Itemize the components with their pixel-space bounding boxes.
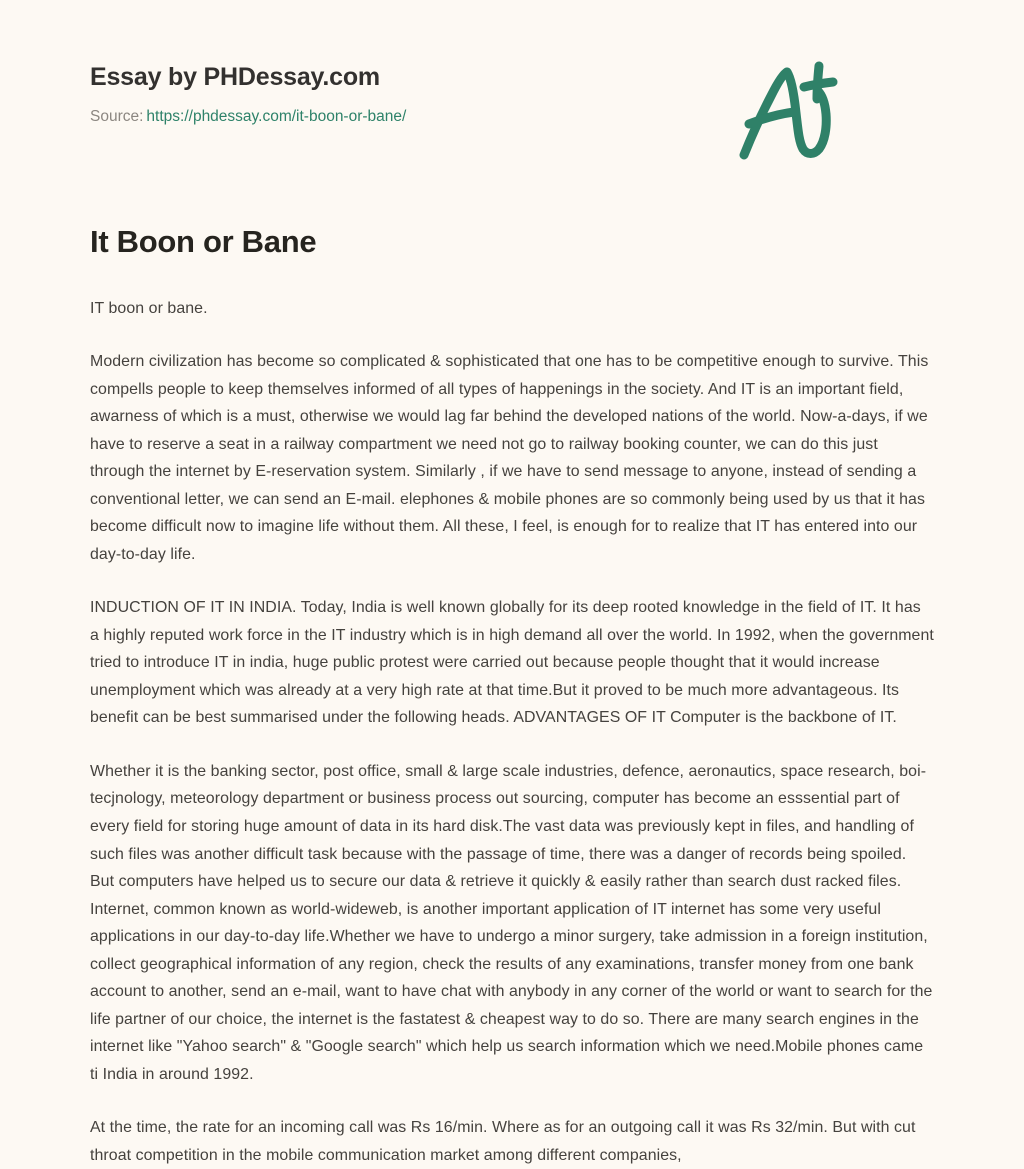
paragraph: Whether it is the banking sector, post office, small & large scale industries, defence, aeronautics, space research, boi-tecjnology, meteorology department or business process out sourcing, computer has become an esssential part of every field for storing huge amount of data in its hard disk.The vast data was previously kept in files, and handling of such files was another difficult task because with the passage of time, there was a danger of records being spoiled. But computers have helped us to secure our data & retrieve it quickly & easily rather than search dust racked files. Internet, common known as world-wideweb, is another important application of IT internet has some very useful applications in our day-to-day life.Whether we have to undergo a minor surgery, take admission in a foreign institution, collect geographical information of any region, check the results of any examinations, transfer money from one bank account to another, send an e-mail, want to have chat with anybody in any corner of the world or want to search for the life partner of our choice, the internet is the fastatest & cheapest way to do so. There are many search engines in the internet like "Yahoo search" & "Google search" which help us search information which we need.Mobile phones came ti India in around 1992. (90, 762, 933, 1083)
brand-title: Essay by PHDessay.com (90, 63, 380, 91)
a-plus-logo-icon (734, 56, 844, 164)
paragraph: INDUCTION OF IT IN INDIA. Today, India is well known globally for its deep rooted knowledge in the field of IT. It has a highly reputed work force in the IT industry which is in high demand all over the world. In 1992, when the government tried to introduce IT in india, huge public protest were carried out because people thought that it would increase unemployment which was already at a very high rate at that time.But it proved to be much more advantageous. Its benefit can be best summarised under the following heads. ADVANTAGES OF IT Computer is the backbone of IT. (90, 599, 934, 727)
article-body (90, 262, 934, 1169)
source-label: Source: (90, 108, 144, 125)
page-title: It Boon or Bane (90, 224, 317, 259)
masthead (90, 0, 934, 125)
paragraph: Modern civilization has become so complicated & sophisticated that one has to be competitive enough to survive. This compells people to keep themselves informed of all types of happenings in the society. And IT is an important field, awarness of which is a must, otherwise we would lag far behind the developed nations of the world. Now-a-days, if we have to reserve a seat in a railway compartment we need not go to railway booking counter, we can do this just through the internet by E-reservation system. Similarly , if we have to send message to anyone, instead of sending a conventional letter, we can send an E-mail. elephones & mobile phones are so commonly being used by us that it has become difficult now to imagine life without them. All these, I feel, is enough for to realize that IT has entered into our day-to-day life. (90, 353, 929, 563)
source-url-link[interactable]: https://phdessay.com/it-boon-or-bane/ (146, 108, 407, 125)
paragraph: IT boon or bane. (90, 299, 208, 317)
paragraph: At the time, the rate for an incoming call was Rs 16/min. Where as for an outgoing call it was Rs 32/min. But with cut throat competition in the mobile communication market among different companies, (90, 1119, 916, 1164)
